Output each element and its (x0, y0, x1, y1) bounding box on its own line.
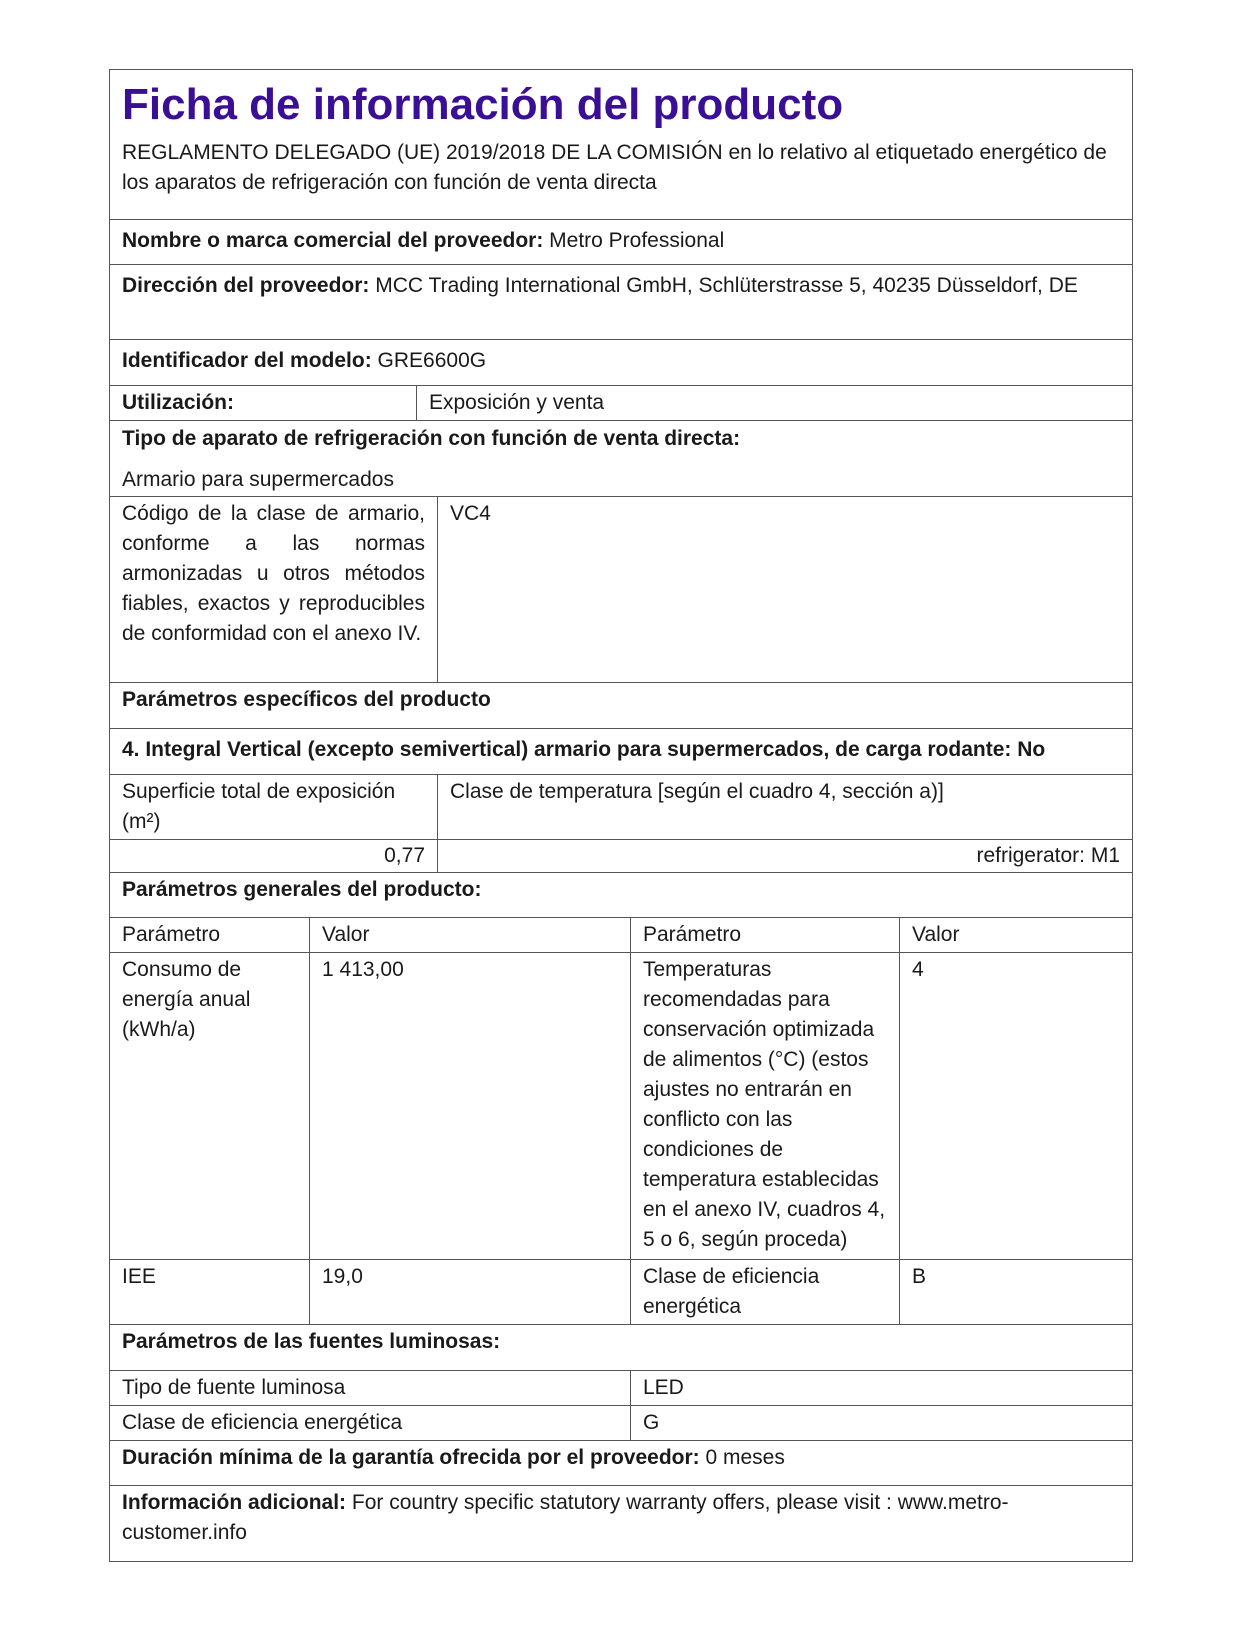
cabinet-class-label: Código de la clase de armario, conforme a las normas armonizadas u otros métodos fiables, exactos y reproducibles de conformidad con el anexo IV. (122, 502, 425, 645)
supplier-name-row (110, 220, 1132, 265)
additional-info-label: Información adicional: (122, 1491, 347, 1514)
header-section (110, 70, 1132, 220)
supplier-name-value: Metro Professional (549, 229, 725, 252)
light-type-label: Tipo de fuente luminosa (122, 1376, 346, 1399)
iee-label: IEE (122, 1265, 156, 1288)
specific-params-heading: Parámetros específicos del producto (110, 683, 1132, 729)
light-type-row (110, 1371, 1132, 1406)
energy-consumption-label: Consumo de energía anual (kWh/a) (122, 958, 251, 1041)
use-value: Exposición y venta (416, 386, 1132, 420)
col-value-2: Valor (899, 918, 1132, 952)
model-id-label: Identificador del modelo: (122, 349, 372, 372)
warranty-value: 0 meses (705, 1446, 785, 1469)
efficiency-class-label: Clase de eficiencia energética (630, 1260, 899, 1324)
col-param-2: Parámetro (630, 918, 899, 952)
temp-class-value: refrigerator: M1 (437, 840, 1132, 872)
specific-params-subheading: 4. Integral Vertical (excepto semivertical) armario para supermercados, de carga rodante: No (110, 729, 1132, 775)
model-id-row (110, 340, 1132, 386)
cabinet-class-value: VC4 (437, 497, 1132, 682)
temp-class-label: Clase de temperatura [según el cuadro 4, sección a)] (437, 775, 1132, 839)
col-value-1: Valor (309, 918, 630, 952)
appliance-type-label: Tipo de aparato de refrigeración con función de venta directa: (122, 427, 741, 450)
recommended-temps-value: 4 (899, 953, 1132, 1259)
use-row (110, 386, 1132, 421)
display-area-label: Superficie total de exposición (m²) (122, 780, 396, 833)
warranty-label: Duración mínima de la garantía ofrecida por el proveedor: (122, 1446, 700, 1469)
energy-consumption-value: 1 413,00 (309, 953, 630, 1259)
specific-params-label-row (110, 775, 1132, 840)
additional-info-row (110, 1486, 1132, 1561)
light-efficiency-row (110, 1406, 1132, 1441)
cabinet-class-row (110, 497, 1132, 683)
recommended-temps-label: Temperaturas recomendadas para conservación optimizada de alimentos (°C) (estos ajustes no entrarán en conflicto con las condiciones de temperatura establecidas en el anexo IV, cuadros 4, 5 o 6, según proceda) (630, 953, 899, 1259)
specific-params-value-row (110, 840, 1132, 873)
general-params-row-2 (110, 1260, 1132, 1325)
display-area-value: 0,77 (384, 844, 425, 867)
appliance-type-row (110, 421, 1132, 497)
appliance-type-value: Armario para supermercados (122, 468, 394, 491)
use-label: Utilización: (122, 391, 235, 414)
supplier-address-value: MCC Trading International GmbH, Schlüterstrasse 5, 40235 Düsseldorf, DE (375, 274, 1078, 297)
model-id-value: GRE6600G (377, 349, 487, 372)
iee-value: 19,0 (309, 1260, 630, 1324)
general-params-row-1 (110, 953, 1132, 1260)
light-type-value: LED (630, 1371, 1132, 1405)
light-efficiency-value: G (630, 1406, 1132, 1440)
supplier-name-label: Nombre o marca comercial del proveedor: (122, 229, 544, 252)
additional-info-value: For country specific statutory warranty offers, please visit : www.metro-customer.info (122, 1491, 1009, 1544)
warranty-row (110, 1441, 1132, 1486)
col-param-1: Parámetro (122, 923, 221, 946)
efficiency-class-value: B (899, 1260, 1132, 1324)
general-params-heading: Parámetros generales del producto: (110, 873, 1132, 918)
light-params-heading: Parámetros de las fuentes luminosas: (110, 1325, 1132, 1371)
supplier-address-row (110, 265, 1132, 340)
general-params-header-row (110, 918, 1132, 953)
light-efficiency-label: Clase de eficiencia energética (122, 1411, 403, 1434)
product-info-sheet (109, 69, 1133, 1562)
page-title: Ficha de información del producto (122, 80, 844, 129)
supplier-address-label: Dirección del proveedor: (122, 274, 370, 297)
regulation-text: REGLAMENTO DELEGADO (UE) 2019/2018 DE LA COMISIÓN en lo relativo al etiquetado energético de los aparatos de refrigeración con función de venta directa (122, 141, 1107, 194)
